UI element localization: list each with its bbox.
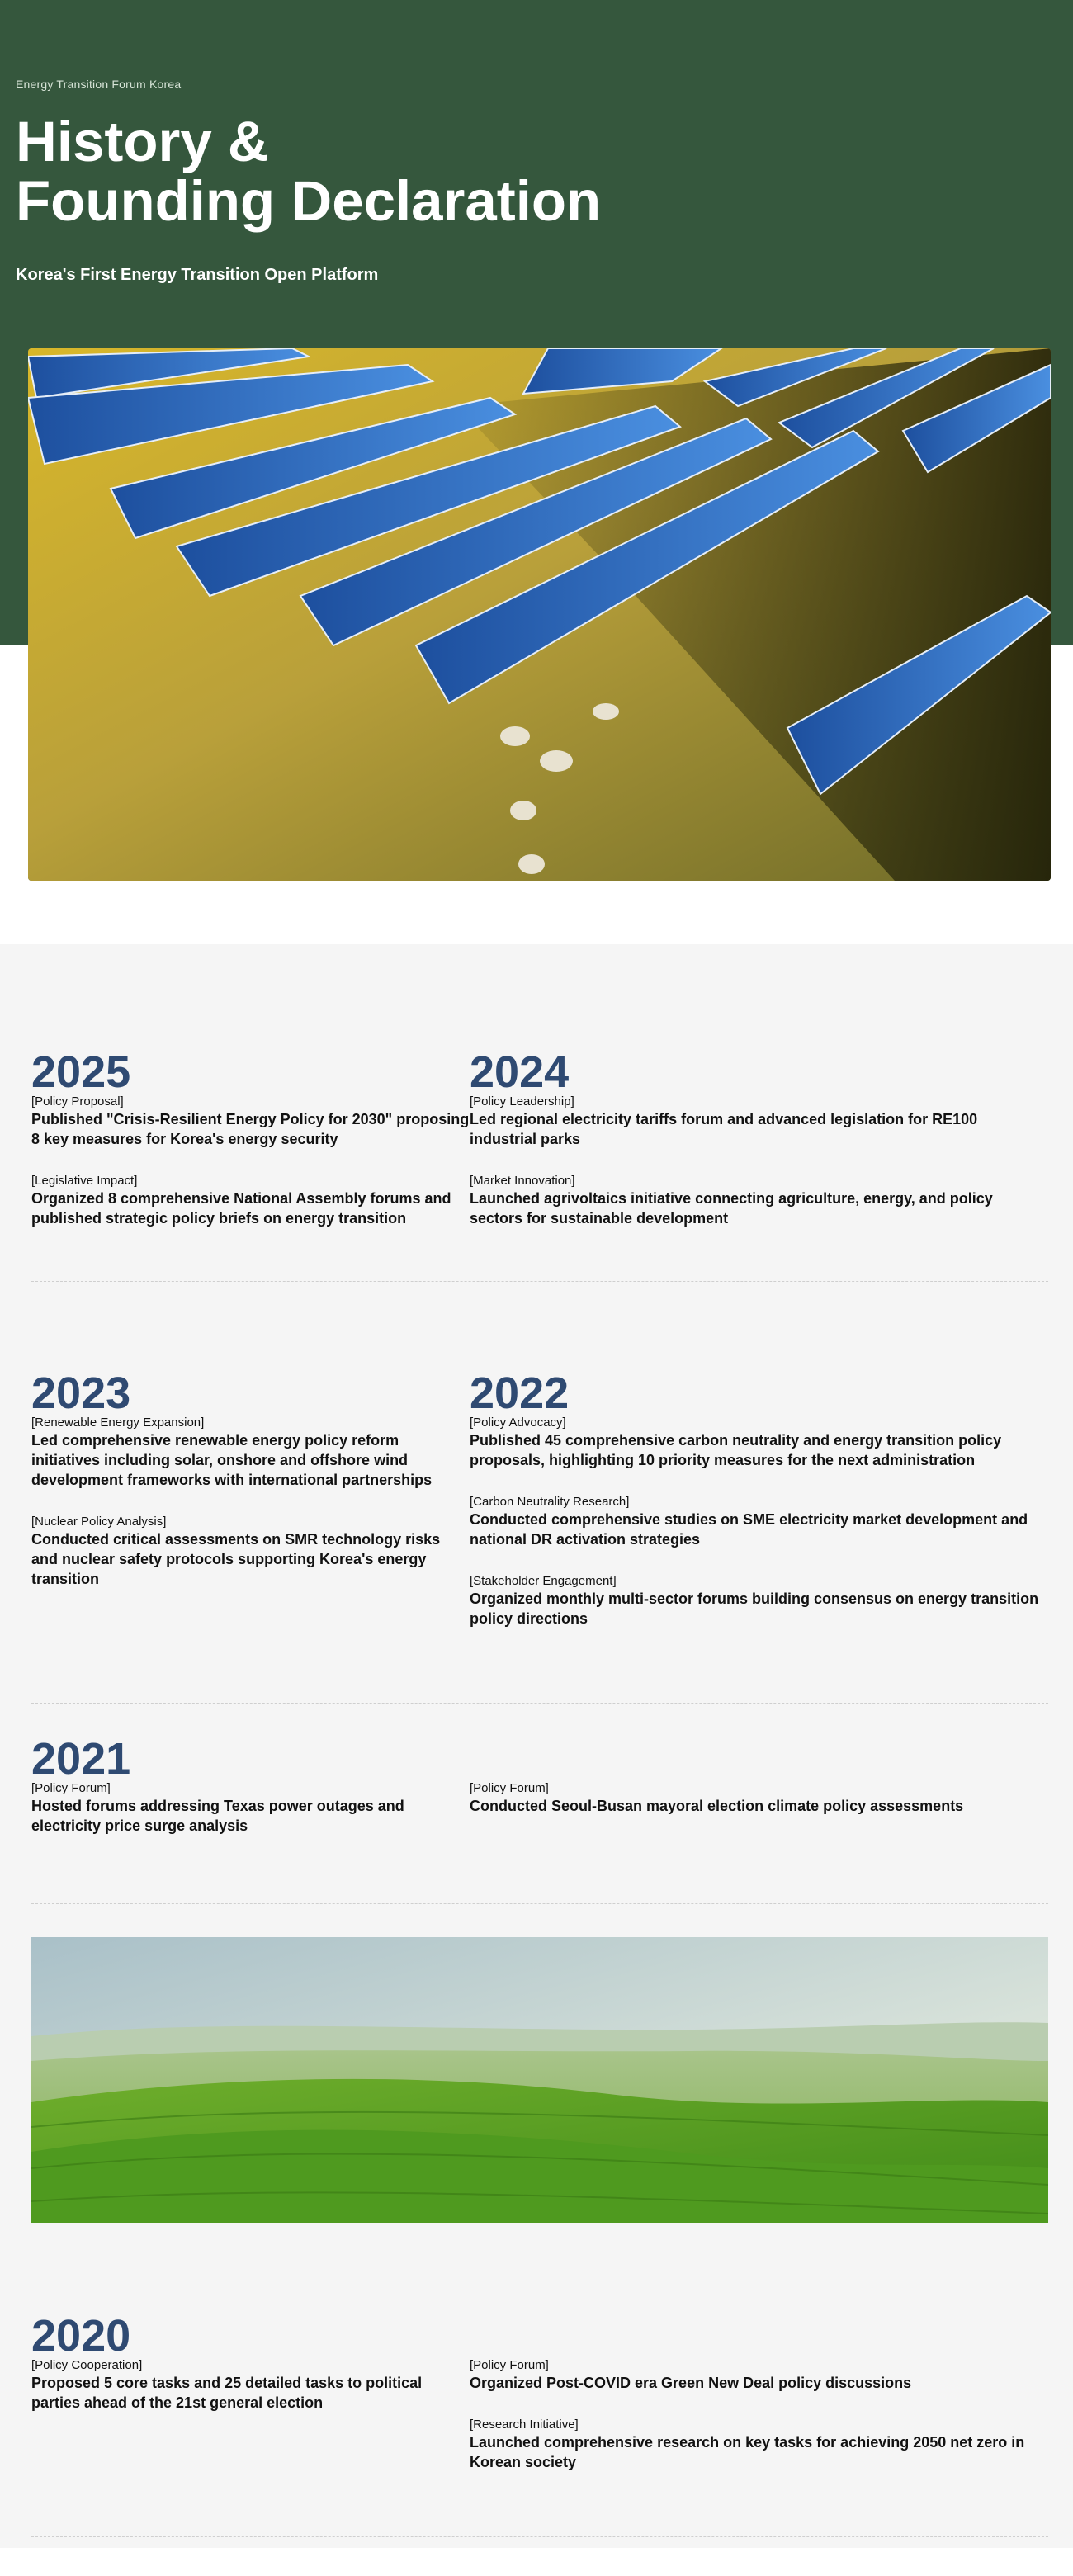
year-2022: 2022 bbox=[470, 1368, 570, 1418]
timeline-column-2025 bbox=[31, 1047, 470, 1253]
timeline-item bbox=[470, 1574, 1047, 1628]
timeline-item bbox=[31, 1094, 470, 1149]
item-description: Organized monthly multi-sector forums building consensus on energy transition policy directions bbox=[470, 1591, 1039, 1627]
hero-eyebrow: Energy Transition Forum Korea bbox=[16, 78, 182, 91]
timeline-item bbox=[31, 1416, 470, 1490]
solar-farm-image bbox=[28, 348, 1051, 881]
item-tag: [Research Initiative] bbox=[470, 2418, 579, 2432]
timeline-column-2020-left bbox=[31, 2311, 470, 2497]
item-tag: [Policy Forum] bbox=[470, 1781, 549, 1795]
timeline-block-2025-2024 bbox=[0, 1047, 1073, 1253]
timeline-item bbox=[470, 1781, 1047, 1816]
item-description: Conducted critical assessments on SMR technology risks and nuclear safety protocols supporting Korea's energy transition bbox=[31, 1531, 441, 1587]
item-description: Hosted forums addressing Texas power outages and electricity price surge analysis bbox=[31, 1798, 404, 1834]
timeline-item bbox=[31, 1174, 470, 1228]
page-title bbox=[16, 112, 601, 231]
item-description: Launched agrivoltaics initiative connecting agriculture, energy, and policy sectors for sustainable development bbox=[470, 1190, 993, 1227]
item-tag: [Policy Forum] bbox=[470, 2358, 549, 2372]
year-2025: 2025 bbox=[31, 1047, 131, 1097]
timeline-column-2020-right bbox=[470, 2314, 1047, 2497]
item-tag: [Policy Proposal] bbox=[31, 1094, 124, 1108]
item-description: Led regional electricity tariffs forum and advanced legislation for RE100 industrial parks bbox=[470, 1111, 978, 1147]
item-description: Organized 8 comprehensive National Assembly forums and published strategic policy briefs on energy transition bbox=[31, 1190, 451, 1227]
year-2023: 2023 bbox=[31, 1368, 131, 1418]
timeline-column-2024 bbox=[470, 1047, 1047, 1253]
timeline-item bbox=[470, 1495, 1047, 1549]
item-tag: [Policy Cooperation] bbox=[31, 2358, 143, 2372]
year-2024: 2024 bbox=[470, 1047, 570, 1097]
item-description: Led comprehensive renewable energy policy reform initiatives including solar, onshore and offshore wind development frameworks with international partnerships bbox=[31, 1432, 433, 1488]
page-title-line-2: Founding Declaration bbox=[16, 169, 602, 233]
item-tag: [Carbon Neutrality Research] bbox=[470, 1495, 630, 1509]
item-tag: [Market Innovation] bbox=[470, 1174, 575, 1188]
hero-subtitle: Korea's First Energy Transition Open Platform bbox=[16, 266, 379, 284]
timeline-item bbox=[470, 2358, 1047, 2393]
timeline-section bbox=[0, 944, 1073, 2548]
item-tag: [Policy Advocacy] bbox=[470, 1416, 566, 1430]
item-tag: [Policy Forum] bbox=[31, 1781, 111, 1795]
timeline-item bbox=[470, 1416, 1047, 1470]
timeline-item bbox=[470, 2418, 1047, 2472]
item-description: Proposed 5 core tasks and 25 detailed tasks to political parties ahead of the 21st general election bbox=[31, 2375, 423, 2411]
timeline-column-2022 bbox=[470, 1368, 1047, 1653]
item-description: Published 45 comprehensive carbon neutrality and energy transition policy proposals, highlighting 10 priority measures for the next administration bbox=[470, 1432, 1002, 1468]
hero-text bbox=[16, 78, 601, 285]
item-tag: [Renewable Energy Expansion] bbox=[31, 1416, 205, 1430]
item-description: Launched comprehensive research on key tasks for achieving 2050 net zero in Korean society bbox=[470, 2434, 1025, 2470]
timeline-block-2021 bbox=[0, 1734, 1073, 1860]
item-description: Organized Post-COVID era Green New Deal policy discussions bbox=[470, 2375, 912, 2391]
timeline-item bbox=[31, 1781, 470, 1836]
hero-section bbox=[0, 0, 1073, 645]
timeline-block-2023-2022 bbox=[0, 1368, 1073, 1653]
timeline-column-2021-left bbox=[31, 1734, 470, 1860]
timeline-column-2023 bbox=[31, 1368, 470, 1653]
item-tag: [Stakeholder Engagement] bbox=[470, 1574, 617, 1588]
year-2020: 2020 bbox=[31, 2311, 131, 2361]
item-tag: [Legislative Impact] bbox=[31, 1174, 138, 1188]
green-field-image bbox=[31, 1937, 1048, 2223]
item-description: Conducted comprehensive studies on SME electricity market development and national DR activation strategies bbox=[470, 1511, 1028, 1548]
timeline-column-2021-right bbox=[470, 1737, 1047, 1860]
page-title-line-1: History & bbox=[16, 110, 269, 173]
timeline-item bbox=[31, 1515, 470, 1589]
timeline-item bbox=[470, 1174, 1047, 1228]
item-tag: [Policy Leadership] bbox=[470, 1094, 574, 1108]
timeline-item bbox=[31, 2358, 470, 2413]
year-2021: 2021 bbox=[31, 1734, 131, 1784]
timeline-item bbox=[470, 1094, 1047, 1149]
item-tag: [Nuclear Policy Analysis] bbox=[31, 1515, 167, 1529]
timeline-block-2020 bbox=[0, 2311, 1073, 2497]
item-description: Published "Crisis-Resilient Energy Policy for 2030" proposing 8 key measures for Korea's energy security bbox=[31, 1111, 470, 1147]
item-description: Conducted Seoul-Busan mayoral election climate policy assessments bbox=[470, 1798, 964, 1814]
